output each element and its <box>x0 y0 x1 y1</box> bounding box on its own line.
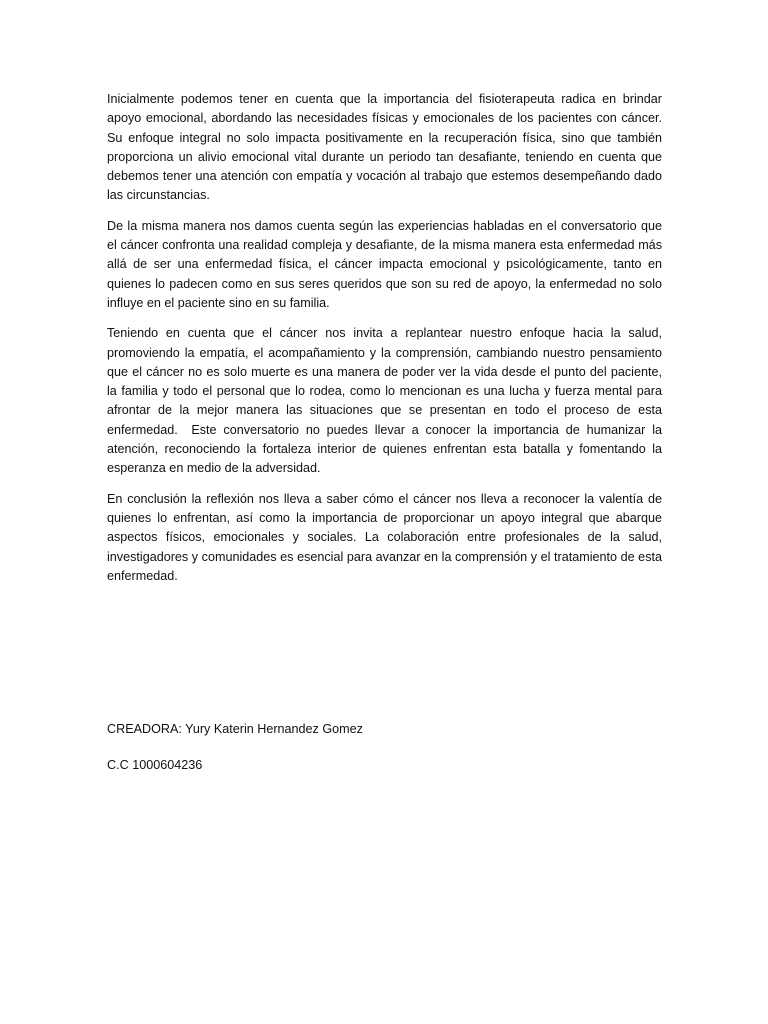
document-body <box>107 90 666 597</box>
paragraph-2: De la misma manera nos damos cuenta según las experiencias habladas en el conversatorio que el cáncer confronta una realidad compleja y desafiante, de la misma manera esta enfermedad más allá de ser una enfermedad física, el cáncer impacta emocional y psicológicamente, tanto en quienes lo padecen como en sus seres queridos que son su red de apoyo, la enfermedad no solo influye en el paciente sino en su familia. <box>107 218 666 310</box>
creator-line: CREADORA: Yury Katerin Hernandez Gomez <box>107 722 363 736</box>
paragraph-3: Teniendo en cuenta que el cáncer nos invita a replantear nuestro enfoque hacia la salud, promoviendo la empatía, el acompañamiento y la comprensión, cambiando nuestro pensamiento que el cáncer no es solo muerte es una manera de poder ver la vida desde el punto del paciente, la familia y todo el personal que lo rodea, como lo mencionan es una lucha y fuerza mental para afrontar de la mejor manera las situaciones que se presentan en todo el proceso de esta enfermedad. Este conversatorio no puedes llevar a conocer la importancia de humanizar la atención, reconociendo la fortaleza interior de quienes enfrentan esta batalla y fomentando la esperanza en medio de la adversidad. <box>107 326 666 476</box>
paragraph-1: Inicialmente podemos tener en cuenta que la importancia del fisioterapeuta radica en brindar apoyo emocional, abordando las necesidades físicas y emocionales de los pacientes con cáncer. Su enfoque integral no solo impacta positivamente en la recuperación física, sino que también proporciona un alivio emocional vital durante un periodo tan desafiante, teniendo en cuenta que debemos tener una atención con empatía y vocación al trabajo que estemos desempeñando dado las circunstancias. <box>107 92 666 203</box>
id-number-line: C.C 1000604236 <box>107 758 203 772</box>
paragraph-4: En conclusión la reflexión nos lleva a saber cómo el cáncer nos lleva a reconocer la valentía de quienes lo enfrentan, así como la importancia de proporcionar un apoyo integral que abarque aspectos físicos, emocionales y sociales. La colaboración entre profesionales de la salud, investigadores y comunidades es esencial para avanzar en la comprensión y el tratamiento de esta enfermedad. <box>107 491 666 583</box>
